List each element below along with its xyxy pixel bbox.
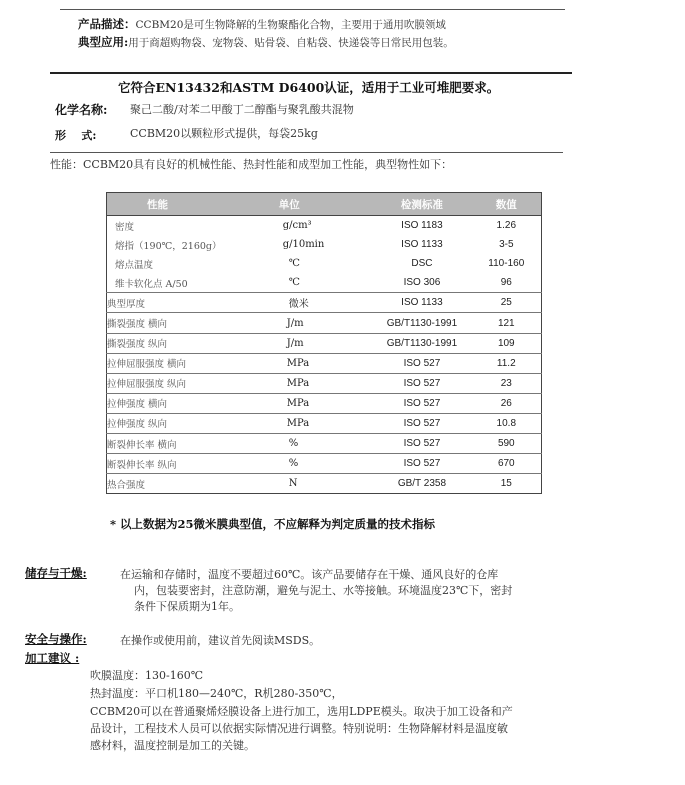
table-row xyxy=(107,373,542,393)
cell-standard: GB/T1130-1991 xyxy=(372,333,471,353)
cell-property: 密度 xyxy=(115,221,135,233)
cell-property: 拉伸强度 纵向 xyxy=(107,413,275,433)
safety-text: 在操作或使用前，建议首先阅读MSDS。 xyxy=(120,634,321,647)
property-table xyxy=(106,192,542,494)
performance-intro: 性能：CCBM20具有良好的机械性能、热封性能和成型加工性能，典型物性如下： xyxy=(50,158,453,171)
cell-value: 11.2 xyxy=(472,353,542,373)
cell-unit: J/m xyxy=(275,333,373,353)
top-rule xyxy=(60,9,565,10)
form xyxy=(55,124,96,143)
cell-unit: MPa xyxy=(275,373,373,393)
processing-line-2: 热封温度：平口机180—240℃，R机280-350℃， xyxy=(90,687,343,700)
cell-standard: ISO 527 xyxy=(372,393,471,413)
cell-value: 110-160 xyxy=(488,258,525,270)
storage-line-1: 在运输和存储时，温度不要超过60℃。该产品要储存在干燥、通风良好的仓库 xyxy=(120,568,499,581)
processing-line-3: CCBM20可以在普通聚烯烃膜设备上进行加工，选用LDPE模头。取决于加工设备和产 xyxy=(90,705,513,718)
product-description xyxy=(78,13,446,32)
processing-line-1: 吹膜温度：130-160℃ xyxy=(90,669,204,682)
cell-value: 25 xyxy=(472,293,542,313)
table-row xyxy=(107,474,542,494)
cell-unit: MPa xyxy=(275,353,373,373)
cell-unit: J/m xyxy=(275,313,373,333)
cell-value: 121 xyxy=(472,313,542,333)
cell-property: 拉伸屈服强度 纵向 xyxy=(107,373,275,393)
cell-property: 熔点温度 xyxy=(115,259,154,271)
header-unit: 单位 xyxy=(275,193,373,216)
cell-value: 96 xyxy=(472,273,542,293)
typical-application xyxy=(78,31,454,50)
cell-unit: N xyxy=(288,478,298,490)
table-row xyxy=(107,273,542,293)
cell-value: 109 xyxy=(472,333,542,353)
cell-property: 熔指（190℃，2160g） xyxy=(115,240,222,252)
table-row xyxy=(107,353,542,373)
table-row xyxy=(107,293,542,313)
chemical-text: 聚己二酸/对苯二甲酸丁二醇酯与聚乳酸共混物 xyxy=(130,103,354,116)
storage-label: 储存与干燥: xyxy=(25,566,87,580)
table-row xyxy=(107,235,542,254)
table-header-row xyxy=(107,193,542,216)
cell-property: 断裂伸长率 纵向 xyxy=(107,454,275,474)
cell-value: 590 xyxy=(472,434,542,454)
cell-property: 撕裂强度 纵向 xyxy=(107,333,275,353)
cell-unit: g/10min xyxy=(282,239,325,251)
cell-standard: ISO 527 xyxy=(372,434,471,454)
header-standard: 检测标准 xyxy=(372,193,471,216)
cell-unit: 微米 xyxy=(275,293,373,313)
cell-standard: ISO 1133 xyxy=(401,239,443,251)
cell-unit: ℃ xyxy=(288,258,300,270)
certification-rule xyxy=(50,72,572,74)
table-row xyxy=(107,216,542,236)
chemical-name xyxy=(55,99,107,118)
cell-standard: DSC xyxy=(411,258,433,270)
table-row xyxy=(107,333,542,353)
processing-label: 加工建议 : xyxy=(25,651,80,665)
form-label: 形 式: xyxy=(55,129,97,142)
cell-value: 10.8 xyxy=(472,413,542,433)
header-property: 性能 xyxy=(107,193,275,216)
cell-property: 热合强度 xyxy=(107,479,146,491)
table-row xyxy=(107,393,542,413)
table-row xyxy=(107,254,542,273)
cell-property: 断裂伸长率 横向 xyxy=(107,434,275,454)
cell-unit: MPa xyxy=(275,393,373,413)
form-text: CCBM20以颗粒形式提供，每袋25kg xyxy=(130,127,318,140)
storage-line-2: 内，包装要密封，注意防潮，避免与泥土、水等接触。环境温度23℃下，密封 xyxy=(134,584,513,597)
description-text: CCBM20是可生物降解的生物聚酯化合物，主要用于通用吹膜领域 xyxy=(135,19,446,31)
cell-standard: ISO 527 xyxy=(372,413,471,433)
processing-line-5: 感材料，温度控制是加工的关键。 xyxy=(90,739,255,752)
cell-unit: % xyxy=(275,434,373,454)
storage-line-3: 条件下保质期为1年。 xyxy=(134,600,240,613)
cell-property: 撕裂强度 横向 xyxy=(107,313,275,333)
cell-value: 1.26 xyxy=(496,220,517,232)
cell-standard: GB/T 2358 xyxy=(397,478,447,490)
cell-standard: ISO 527 xyxy=(372,454,471,474)
cell-value: 26 xyxy=(472,393,542,413)
safety-label: 安全与操作: xyxy=(25,632,87,646)
performance-rule xyxy=(50,152,563,153)
table-row xyxy=(107,454,542,474)
cell-value: 15 xyxy=(500,478,512,490)
cell-value: 670 xyxy=(472,454,542,474)
cell-property: 典型厚度 xyxy=(107,293,275,313)
cell-standard: ISO 1183 xyxy=(401,220,443,232)
cell-unit: % xyxy=(275,454,373,474)
cell-standard: ISO 1133 xyxy=(372,293,471,313)
table-row xyxy=(107,413,542,433)
chemical-label: 化学名称: xyxy=(55,103,108,117)
header-value: 数值 xyxy=(472,193,542,216)
cell-standard: ISO 527 xyxy=(372,353,471,373)
table-row xyxy=(107,313,542,333)
application-label: 典型应用: xyxy=(78,35,129,49)
cell-unit: g/cm³ xyxy=(282,220,312,232)
cell-property: 拉伸屈服强度 横向 xyxy=(107,353,275,373)
data-note: * 以上数据为25微米膜典型值，不应解释为判定质量的技术指标 xyxy=(110,517,436,531)
application-text: 用于商超购物袋、宠物袋、贴骨袋、自粘袋、快递袋等日常民用包装。 xyxy=(128,37,454,49)
cell-value: 3-5 xyxy=(499,239,514,251)
description-label: 产品描述： xyxy=(78,17,136,31)
cell-standard: GB/T1130-1991 xyxy=(372,313,471,333)
cell-standard: ISO 306 xyxy=(372,273,471,293)
table-row xyxy=(107,434,542,454)
cell-standard: ISO 527 xyxy=(372,373,471,393)
cell-property: 拉伸强度 横向 xyxy=(107,393,275,413)
cell-unit: ℃ xyxy=(275,273,373,293)
cell-value: 23 xyxy=(472,373,542,393)
cell-property: 维卡软化点 A/50 xyxy=(107,273,275,293)
cell-unit: MPa xyxy=(275,413,373,433)
processing-line-4: 品设计，工程技术人员可以依据实际情况进行调整。特别说明：生物降解材料是温度敏 xyxy=(90,722,508,735)
certification-text: 它符合EN13432和ASTM D6400认证，适用于工业可堆肥要求。 xyxy=(118,80,500,95)
